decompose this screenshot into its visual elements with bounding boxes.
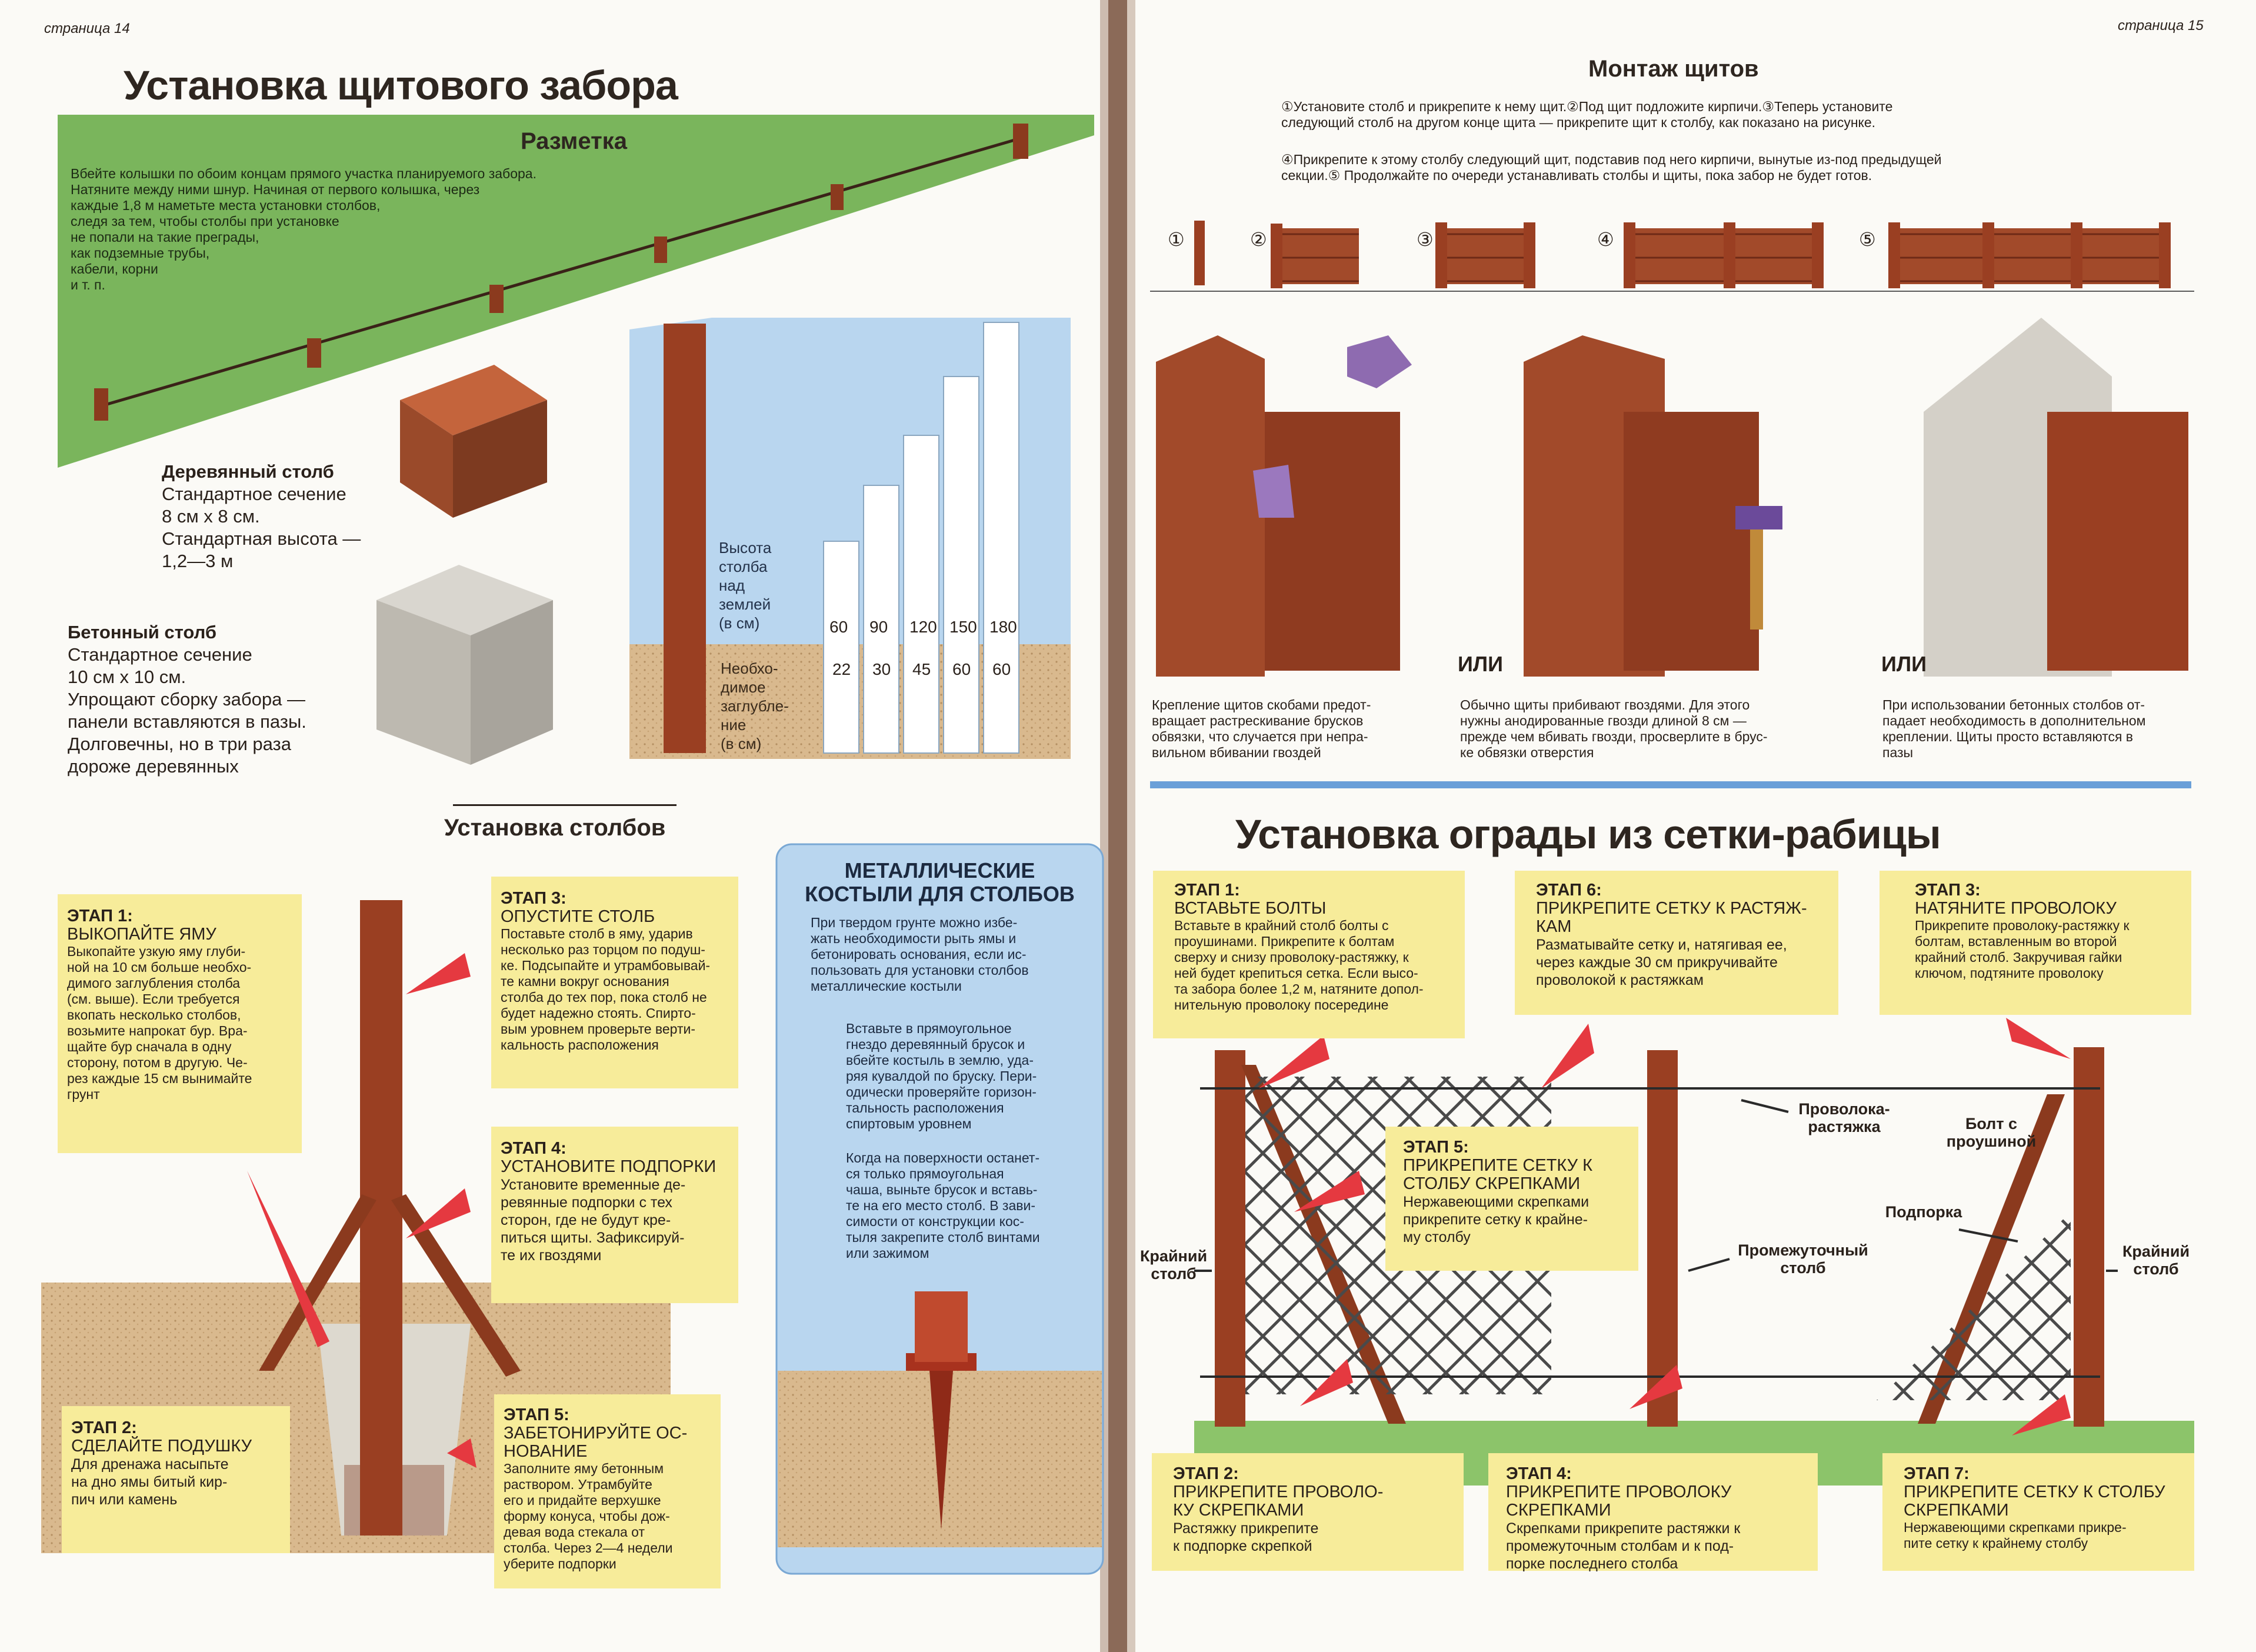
label-middle-post: Промежуточный столб xyxy=(1738,1241,1868,1277)
height-label: Высота столба над землей (в см) xyxy=(719,539,772,632)
label-end-post-right: Крайний столб xyxy=(2122,1243,2190,1278)
step-4-box: ЭТАП 4: УСТАНОВИТЕ ПОДПОРКИ Установите временные де- ревянные подпорки с тех сторон, где не будут кре- питься щиты. Зафиксируй- те их гвоздями xyxy=(491,1127,738,1303)
fence-step-5-num: ⑤ xyxy=(1859,229,1876,250)
fence-step-3-num: ③ xyxy=(1417,229,1434,250)
net-step-3-box: ЭТАП 3: НАТЯНИТЕ ПРОВОЛОКУ Прикрепите проволоку-растяжку к болтам, вставленным во второй крайний столб. Закручивая гайки ключом, подтяните проволоку xyxy=(1880,871,2191,1015)
depth-values: 22 30 45 60 60 xyxy=(832,660,1011,678)
label-end-post-left: Крайний столб xyxy=(1139,1247,1208,1283)
caption-concrete: При использовании бетонных столбов от- падает необходимость в дополнительном креплении. Щиты просто вставляются в пазы xyxy=(1882,697,2146,760)
label-strut: Подпорка xyxy=(1885,1203,1962,1221)
metal-box-p3: Когда на поверхности останет- ся только прямоугольная чаша, выньте брусок и вставь- те на его место столб. В зави- симости от конструкции кос- тыля закрепите столб винтами или зажимом xyxy=(846,1150,1040,1261)
right-page-number: страница 15 xyxy=(2118,18,2204,34)
height-values: 60 90 120 150 180 xyxy=(829,618,1017,636)
fence-step-4-num: ④ xyxy=(1597,229,1614,250)
depth-label: Необхо- димое заглубле- ние (в см) xyxy=(721,660,789,752)
net-step-1-box: ЭТАП 1: ВСТАВЬТЕ БОЛТЫ Вставьте в крайний столб болты с проушинами. Прикрепите к болтам сверху и снизу проволоку-растяжку, к ней будет крепиться сетка. Если высо- та забора более 1,2 м, натяните допол- нительную проволоку посередине xyxy=(1153,871,1465,1038)
step-5-box: ЭТАП 5: ЗАБЕТОНИРУЙТЕ ОС- НОВАНИЕ Заполните яму бетонным раствором. Утрамбуйте его и придайте верхушке форму конуса, чтобы дож- девая вода стекала от столба. Через 2—4 недели уберите подпорки xyxy=(494,1394,721,1588)
metal-box-title: МЕТАЛЛИЧЕСКИЕ КОСТЫЛИ ДЛЯ СТОЛБОВ xyxy=(805,858,1075,906)
razmetka-heading: Разметка xyxy=(521,128,627,154)
section-rule xyxy=(1150,781,2191,788)
fence-step-2-num: ② xyxy=(1250,229,1267,250)
ili-2: ИЛИ xyxy=(1881,652,1927,676)
net-step-5-box: ЭТАП 5: ПРИКРЕПИТЕ СЕТКУ К СТОЛБУ СКРЕПКАМИ Нержавеющими скрепками прикрепите сетку к крайне- му столбу xyxy=(1385,1127,1638,1271)
wood-post-caption: Деревянный столб Стандартное сечение 8 см х 8 см. Стандартная высота — 1,2—3 м xyxy=(162,461,361,571)
net-step-4-box: ЭТАП 4: ПРИКРЕПИТЕ ПРОВОЛОКУ СКРЕПКАМИ Скрепками прикрепите растяжки к промежуточным столбам и к под- порке последнего столба xyxy=(1488,1453,1818,1571)
net-title: Установка ограды из сетки-рабицы xyxy=(1235,811,1941,857)
label-wire: Проволока- растяжка xyxy=(1798,1100,1890,1135)
fence-step-1-num: ① xyxy=(1168,229,1185,250)
step-1-box: ЭТАП 1: ВЫКОПАЙТЕ ЯМУ Выкопайте узкую яму глуби- ной на 10 см больше необхо- димого заглубления столба (см. выше). Если требуется вкопать несколько столбов, возьмите напрокат бур. Вра- щайте бур сначала в одну сторону, потом в другую. Че- рез каждые 15 см вынимайте грунт xyxy=(58,894,302,1153)
label-bolt: Болт с проушиной xyxy=(1946,1115,2037,1150)
step-2-box: ЭТАП 2: СДЕЛАЙТЕ ПОДУШКУ Для дренажа насыпьте на дно ямы битый кир- пич или камень xyxy=(62,1406,290,1553)
divider xyxy=(453,804,677,806)
net-step-2-box: ЭТАП 2: ПРИКРЕПИТЕ ПРОВОЛО- КУ СКРЕПКАМИ Растяжку прикрепите к подпорке скрепкой xyxy=(1152,1453,1464,1571)
fence-sequence xyxy=(1194,221,2171,288)
left-page-title: Установка щитового забора xyxy=(124,62,678,108)
left-page-number: страница 14 xyxy=(44,21,130,36)
spine xyxy=(1106,0,1129,1652)
metal-box-p1: При твердом грунте можно избе- жать необходимости рыть ямы и бетонировать основания, если ис- пользовать для установки столбов металлические костыли xyxy=(811,915,1029,994)
razmetka-text: Вбейте колышки по обоим концам прямого участка планируемого забора. Натяните между ними шнур. Начиная от первого колышка, через каждые 1,8 м наметьте места установки столбов, следя за тем, чтобы столбы при установке не попали на такие преграды, как подземные трубы, кабели, корни и т. п. xyxy=(71,166,536,292)
montage-heading: Монтаж щитов xyxy=(1588,56,1759,82)
metal-box-p2: Вставьте в прямоугольное гнездо деревянный брусок и вбейте костыль в землю, уда- ряя кувалдой по бруску. Пери- одически проверяйте горизон- тальность расположения спиртовым уровнем xyxy=(846,1021,1037,1131)
posts-heading: Установка столбов xyxy=(444,815,666,841)
net-step-6-box: ЭТАП 6: ПРИКРЕПИТЕ СЕТКУ К РАСТЯЖ- КАМ Разматывайте сетку и, натягивая ее, через каждые 30 см прикручивайте проволокой к растяжкам xyxy=(1515,871,1838,1015)
caption-staples: Крепление щитов скобами предот- вращает растрескивание брусков обвязки, что случается при непра- вильном вбивании гвоздей xyxy=(1152,697,1371,760)
caption-nails: Обычно щиты прибивают гвоздями. Для этого нужны анодированные гвозди длиной 8 см — прежде чем вбивать гвозди, просверлите в брус- ке обвязки отверстия xyxy=(1460,697,1768,760)
net-step-7-box: ЭТАП 7: ПРИКРЕПИТЕ СЕТКУ К СТОЛБУ СКРЕПКАМИ Нержавеющими скрепками прикре- пите сетку к крайнему столбу xyxy=(1882,1453,2194,1571)
concrete-post-caption: Бетонный столб Стандартное сечение 10 см х 10 см. Упрощают сборку забора — панели вставляются в пазы. Долговечны, но в три раза дороже деревянных xyxy=(68,622,306,777)
montage-p1: ①Установите столб и прикрепите к нему щит.②Под щит подложите кирпичи.③Теперь установите следующий столб на другом конце щита — прикрепите щит к столбу, как показано на рисунке. xyxy=(1281,99,1893,130)
montage-p2: ④Прикрепите к этому столбу следующий щит, подставив под него кирпичи, вынутые из-под предыдущей секции.⑤ Продолжайте по очереди устанавливать столбы и щиты, пока забор не будет готов. xyxy=(1281,152,1942,183)
ili-1: ИЛИ xyxy=(1458,652,1504,676)
step-3-box: ЭТАП 3: ОПУСТИТЕ СТОЛБ Поставьте столб в яму, ударив несколько раз торцом по подуш- ке. Подсыпайте и утрамбовывай- те камни вокруг основания столба до тех пор, пока столб не будет надежно стоять. Спирто- вым уровнем проверьте верти- кальность расположения xyxy=(491,877,738,1088)
